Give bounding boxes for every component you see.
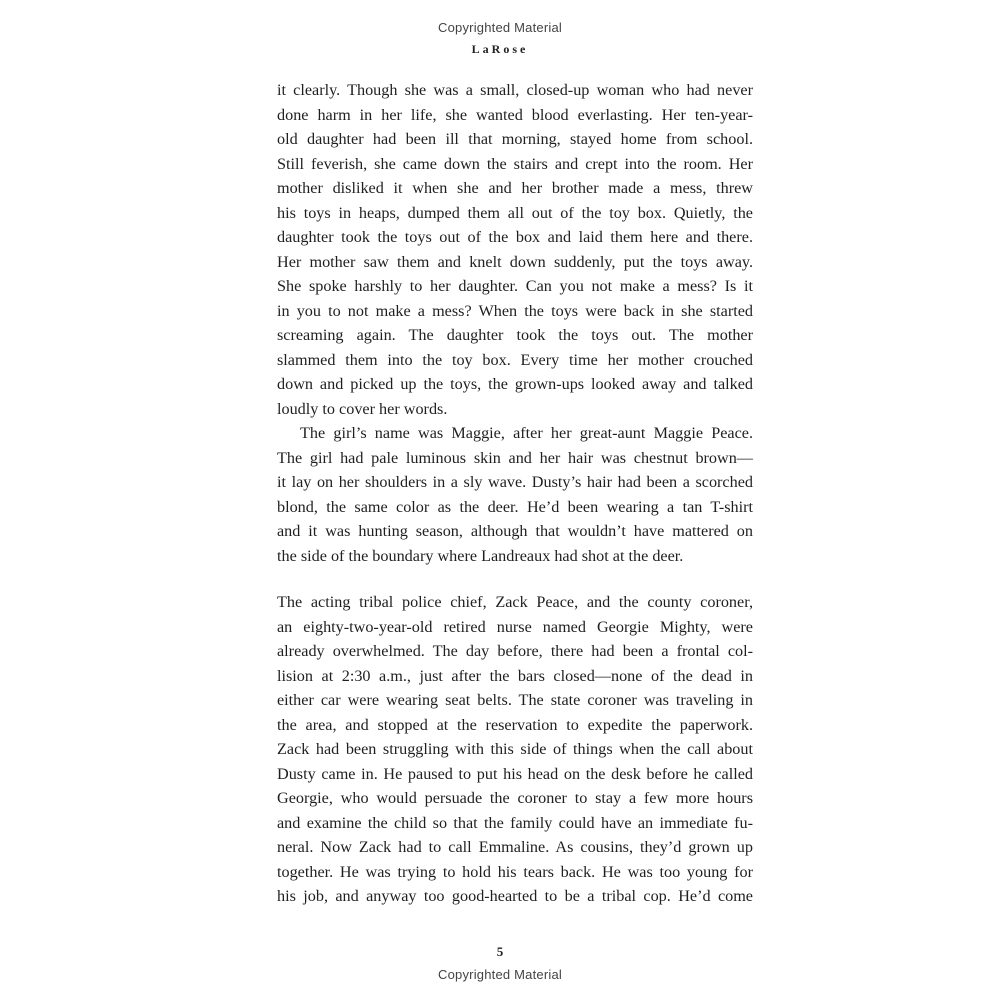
text-line: and it was hunting season, although that wouldn’t have mattered on [277,522,753,540]
text-line: it lay on her shoulders in a sly wave. Dusty’s hair had been a scorched [277,473,753,491]
text-line: and examine the child so that the family could have an immediate fu- [277,813,753,832]
text-line: down and picked up the toys, the grown-ups looked away and talked [277,375,753,393]
text-line: mother disliked it when she and her brother made a mess, threw [277,179,753,197]
copyright-watermark-top: Copyrighted Material [438,20,562,35]
text-line: it clearly. Though she was a small, closed-up woman who had never [277,81,753,99]
text-line: She spoke harshly to her daughter. Can you not make a mess? Is it [277,277,753,295]
copyright-watermark-bottom: Copyrighted Material [438,967,562,982]
text-line: screaming again. The daughter took the toys out. The mother [277,326,753,344]
body-text-section-1 [277,78,753,568]
page-number: 5 [496,944,504,959]
text-line: The girl’s name was Maggie, after her great-aunt Maggie Peace. [300,424,753,442]
text-line: an eighty-two-year-old retired nurse named Georgie Mighty, were [277,617,753,636]
text-line: done harm in her life, she wanted blood everlasting. Her ten-year- [277,105,753,124]
running-head-title: LaRose [471,42,529,56]
text-line: The acting tribal police chief, Zack Peace, and the county coroner, [277,593,753,611]
text-line: Still feverish, she came down the stairs and crept into the room. Her [277,154,753,173]
text-line: loudly to cover her words. [277,399,448,418]
text-line: in you to not make a mess? When the toys were back in she started [277,301,753,320]
text-line: together. He was trying to hold his tears back. He was too young for [277,862,753,881]
text-line: slammed them into the toy box. Every time her mother crouched [277,350,753,369]
body-text-section-2 [277,590,753,909]
text-line: already overwhelmed. The day before, there had been a frontal col- [277,642,753,660]
text-line: The girl had pale luminous skin and her hair was chestnut brown— [277,448,753,467]
text-line: Zack had been struggling with this side of things when the call about [277,740,753,758]
text-line: daughter took the toys out of the box and laid them here and there. [277,228,753,246]
text-line: Her mother saw them and knelt down suddenly, put the toys away. [277,252,753,271]
text-line: either car were wearing seat belts. The state coroner was traveling in [277,691,753,709]
text-line: the area, and stopped at the reservation to expedite the paperwork. [277,715,753,734]
text-line: Georgie, who would persuade the coroner to stay a few more hours [277,789,753,807]
text-line: Dusty came in. He paused to put his head on the desk before he called [277,764,753,783]
text-line: blond, the same color as the deer. He’d been wearing a tan T-shirt [277,497,753,516]
text-line: old daughter had been ill that morning, stayed home from school. [277,130,753,148]
text-line: lision at 2:30 a.m., just after the bars closed—none of the dead in [277,666,753,685]
text-line: his toys in heaps, dumped them all out of the toy box. Quietly, the [277,203,753,222]
text-line: his job, and anyway too good-hearted to be a tribal cop. He’d come [277,887,753,905]
text-line: the side of the boundary where Landreaux had shot at the deer. [277,546,684,565]
text-line: neral. Now Zack had to call Emmaline. As cousins, they’d grown up [277,838,753,856]
